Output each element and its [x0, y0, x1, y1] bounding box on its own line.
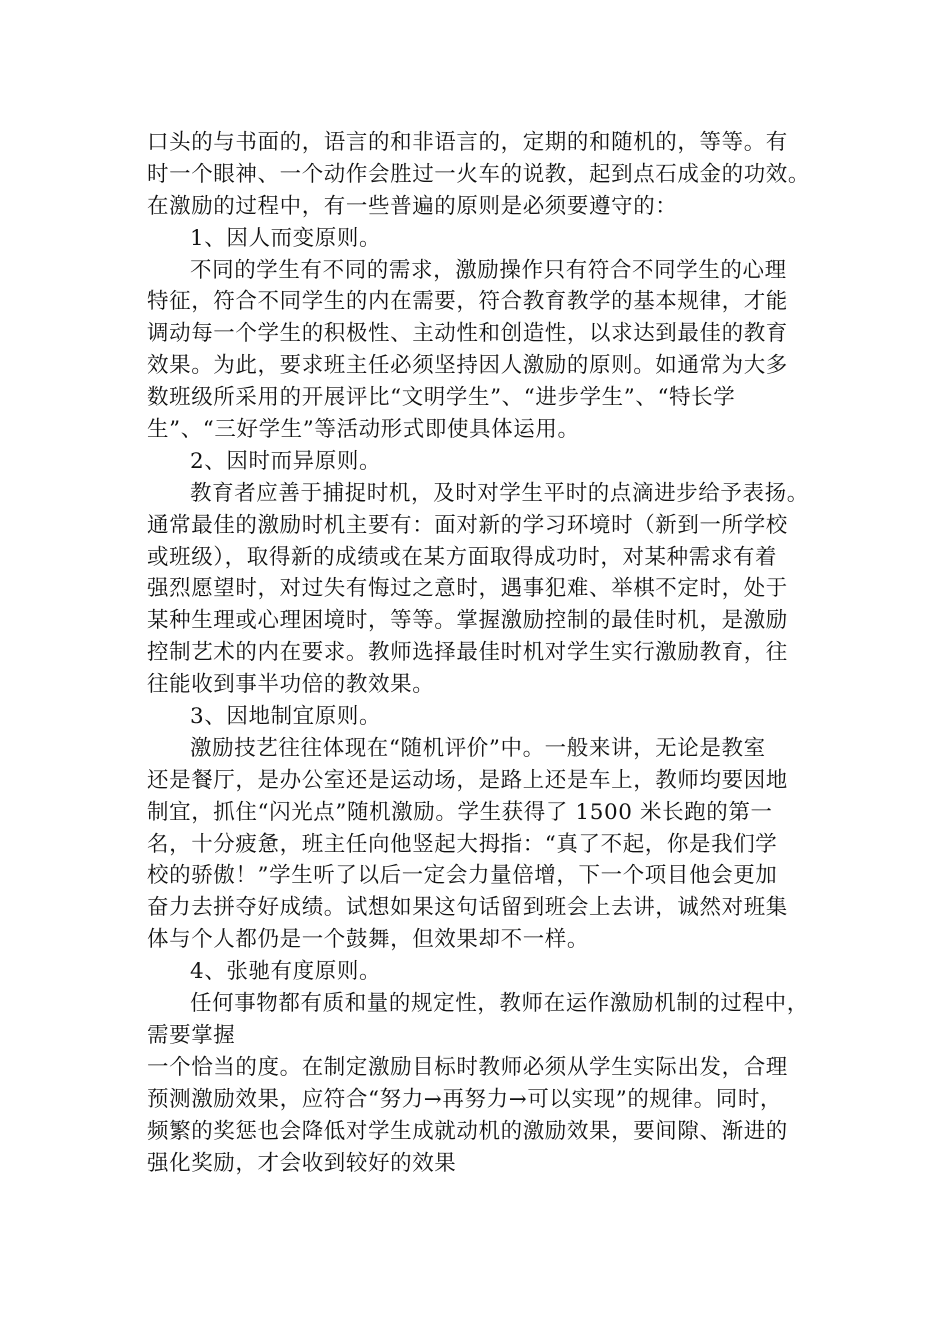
- text-line: 预测激励效果，应符合“努力→再努力→可以实现”的规律。同时，: [147, 1086, 783, 1112]
- text-line: 1、因人而变原则。: [190, 225, 382, 251]
- text-line: 一个恰当的度。在制定激励目标时教师必须从学生实际出发，合理: [147, 1054, 788, 1080]
- text-line: 效果。为此，要求班主任必须坚持因人激励的原则。如通常为大多: [147, 353, 788, 379]
- text-line: 通常最佳的激励时机主要有：面对新的学习环境时（新到一所学校: [147, 512, 788, 538]
- text-line: 频繁的奖惩也会降低对学生成就动机的激励效果，要间隙、渐进的: [147, 1118, 788, 1144]
- text-line: 调动每一个学生的积极性、主动性和创造性，以求达到最佳的教育: [147, 321, 788, 347]
- text-line: 数班级所采用的开展评比“文明学生”、“进步学生”、“特长学: [147, 385, 736, 411]
- text-line: 或班级），取得新的成绩或在某方面取得成功时，对某种需求有着: [147, 544, 778, 570]
- text-line: 强烈愿望时，对过失有悔过之意时，遇事犯难、举棋不定时，处于: [147, 576, 788, 602]
- text-line: 时一个眼神、一个动作会胜过一火车的说教，起到点石成金的功效。: [147, 161, 811, 187]
- text-line: 还是餐厅，是办公室还是运动场，是路上还是车上，教师均要因地: [147, 767, 788, 793]
- text-line: 4、张驰有度原则。: [190, 959, 382, 985]
- text-line: 强化奖励，才会收到较好的效果: [147, 1150, 457, 1176]
- text-line: 校的骄傲！”学生听了以后一定会力量倍增，下一个项目他会更加: [147, 863, 778, 889]
- text-line: 教育者应善于捕捉时机，及时对学生平时的点滴进步给予表扬。: [190, 480, 809, 506]
- document-body: [147, 127, 811, 1179]
- text-line: 3、因地制宜原则。: [190, 704, 382, 730]
- text-line: 奋力去拼夺好成绩。试想如果这句话留到班会上去讲，诚然对班集: [147, 895, 788, 921]
- text-line: 需要掌握: [147, 1022, 236, 1048]
- text-line: 特征，符合不同学生的内在需要，符合教育教学的基本规律，才能: [147, 289, 788, 315]
- text-line: 名，十分疲惫，班主任向他竖起大拇指：“真了不起，你是我们学: [147, 831, 778, 857]
- text-line: 往能收到事半功倍的教效果。: [147, 672, 435, 698]
- text-line: 激励技艺往往体现在“随机评价”中。一般来讲，无论是教室: [190, 735, 766, 761]
- text-line: 2、因时而异原则。: [190, 448, 382, 474]
- text-line: 制宜，抓住“闪光点”随机激励。学生获得了 1500 米长跑的第一: [147, 799, 773, 825]
- text-line: 某种生理或心理困境时，等等。掌握激励控制的最佳时机，是激励: [147, 608, 788, 634]
- text-line: 生”、“三好学生”等活动形式即使具体运用。: [147, 417, 580, 443]
- text-line: 在激励的过程中，有一些普遍的原则是必须要遵守的：: [147, 193, 678, 219]
- text-line: 不同的学生有不同的需求，激励操作只有符合不同学生的心理: [190, 257, 787, 283]
- text-line: 体与个人都仍是一个鼓舞，但效果却不一样。: [147, 927, 590, 953]
- text-line: 任何事物都有质和量的规定性，教师在运作激励机制的过程中，: [190, 991, 809, 1017]
- text-line: 控制艺术的内在要求。教师选择最佳时机对学生实行激励教育，往: [147, 640, 788, 666]
- text-line: 口头的与书面的，语言的和非语言的，定期的和随机的，等等。有: [147, 130, 788, 155]
